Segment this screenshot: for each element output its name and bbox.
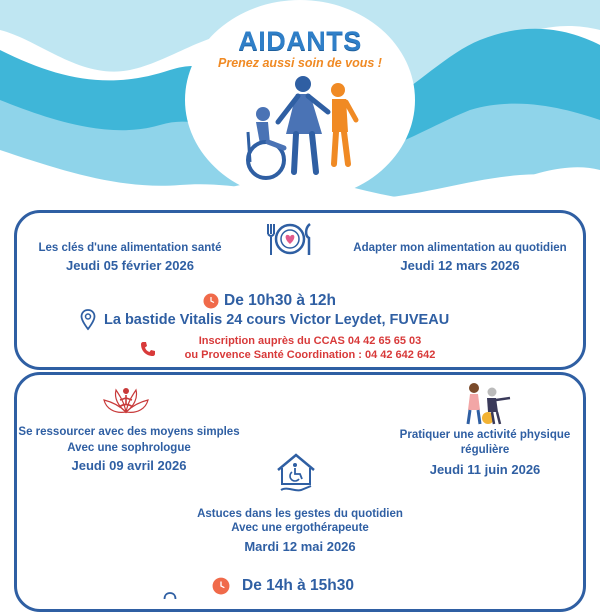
page-title: AIDANTS (238, 26, 362, 56)
phone-icon (140, 341, 156, 357)
inscription-line-ccas: Inscription auprès du CCAS 04 42 65 65 03 (198, 335, 422, 347)
event-label-adapt-nutrition: Adapter mon alimentation au quotidien (353, 242, 567, 254)
event-date-march: Jeudi 12 mars 2026 (400, 258, 520, 273)
event-date-may: Mardi 12 mai 2026 (244, 539, 356, 554)
clock-icon (203, 293, 219, 309)
clock-icon-afternoon (212, 577, 230, 595)
event-location: La bastide Vitalis 24 cours Victor Leydet, FUVEAU (104, 312, 450, 328)
physical-activity-icon (462, 380, 514, 426)
caregivers-illustration (238, 72, 368, 184)
lotus-meditation-icon (102, 382, 150, 420)
event-label-nutrition-keys: Les clés d'une alimentation santé (38, 242, 222, 254)
location-pin-icon (80, 309, 96, 331)
event-label-ressourcer: Se ressourcer avec des moyens simples (18, 426, 240, 438)
event-sublabel-sophrologue: Avec une sophrologue (67, 442, 191, 454)
tagline: Prenez aussi soin de vous ! (218, 56, 382, 70)
event-date-feb: Jeudi 05 février 2026 (66, 258, 194, 273)
event-sublabel-reguliere: régulière (460, 444, 510, 456)
event-label-astuces: Astuces dans les gestes du quotidien (197, 508, 403, 520)
accessibility-home-icon (275, 452, 317, 498)
session-time-afternoon: De 14h à 15h30 (242, 577, 355, 594)
event-date-april: Jeudi 09 avril 2026 (71, 458, 187, 473)
event-date-june: Jeudi 11 juin 2026 (429, 462, 541, 477)
location-pin-icon-partial (163, 592, 177, 600)
event-label-activite: Pratiquer une activité physique (399, 429, 571, 441)
plate-cutlery-icon (264, 220, 316, 258)
inscription-line-psc: ou Provence Santé Coordination : 04 42 642 642 (184, 349, 436, 361)
event-sublabel-ergotherapeute: Avec une ergothérapeute (231, 522, 369, 534)
session-time-morning: De 10h30 à 12h (224, 292, 337, 309)
